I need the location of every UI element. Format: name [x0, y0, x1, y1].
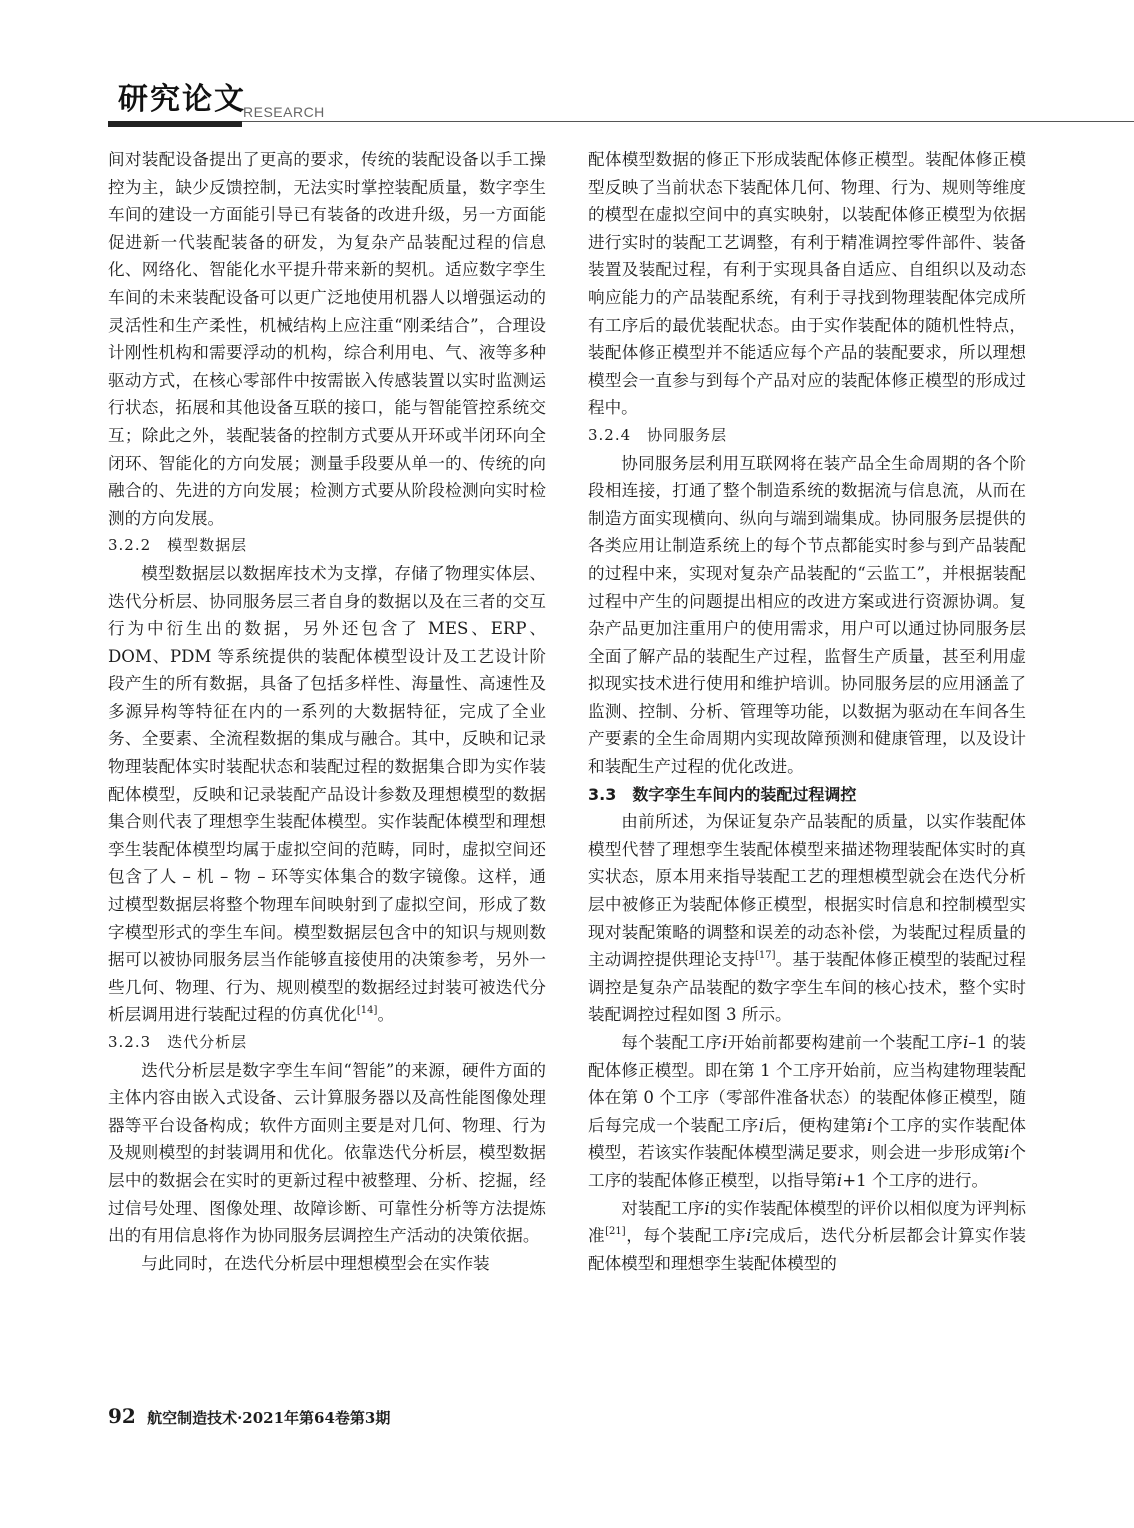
- subsection-heading: 3.2.2 模型数据层: [108, 536, 248, 555]
- citation: [17]: [755, 950, 776, 962]
- paragraph: 配体模型数据的修正下形成装配体修正模型。装配体修正模型反映了当前状态下装配体几何、物理、行为、规则等维度的模型在虚拟空间中的真实映射，以装配体修正模型为依据进行实时的装配工艺调整，有利于精准调控零件部件、装备装置及装配过程，有利于实现具备自适应、自组织以及动态响应能力的产品装配系统，有利于寻找到物理装配体完成所有工序后的最优装配状态。由于实作装配体的随机性特点，装配体修正模型并不能适应每个产品的装配要求，所以理想模型会一直参与到每个产品对应的装配体修正模型的形成过程中。: [588, 150, 1026, 418]
- subsection-heading: 3.2.4 协同服务层: [588, 425, 728, 444]
- paragraph-text: 个工序的装配体修正模型，以指导第: [588, 1143, 1027, 1190]
- math-variable: i: [704, 1198, 710, 1218]
- page-footer: [108, 1404, 390, 1430]
- journal-info: 航空制造技术·2021年第64卷第3期: [147, 1409, 391, 1427]
- math-variable: i: [962, 1033, 969, 1052]
- subsection-heading: 3.2.3 迭代分析层: [108, 1033, 248, 1051]
- paragraph: [108, 560, 546, 1029]
- header-rule-thick: [108, 121, 242, 127]
- section-heading: 3.3 数字孪生车间内的装配过程调控: [588, 784, 857, 804]
- citation: [21]: [605, 1226, 626, 1238]
- section-subtitle: RESEARCH: [243, 104, 325, 120]
- paragraph-text: 对装配工序: [621, 1198, 705, 1218]
- paragraph-text: 完成后，迭代分析层都会计算实作装配体模型和理想孪生装配体模型的: [588, 1226, 1027, 1273]
- paragraph-text: 的实作装配体模型的评价以相似度为评判标准: [588, 1198, 1027, 1246]
- paragraph-text: 个工序的实作装配体模型，若该实作装配体模型满足要求，则会进一步形成第: [588, 1115, 1027, 1163]
- paragraph-text: ，每个装配工序: [625, 1226, 747, 1246]
- paragraph: 协同服务层利用互联网将在装产品全生命周期的各个阶段相连接，打通了整个制造系统的数据流与信息流，从而在制造方面实现横向、纵向与端到端集成。协同服务层提供的各类应用让制造系统上的每个节点都能实时参与到产品装配的过程中来，实现对复杂产品装配的“云监工”，并根据装配过程中产生的问题提出相应的改进方案或进行资源协调。复杂产品更加注重用户的使用需求，用户可以通过协同服务层全面了解产品的装配生产过程，监督生产质量，甚至利用虚拟现实技术进行使用和维护培训。协同服务层的应用涵盖了监测、控制、分析、管理等功能，以数据为驱动在车间各生产要素的全生命周期内实现故障预测和健康管理，以及设计和装配生产过程的优化改进。: [588, 453, 1026, 777]
- paragraph: 迭代分析层是数字孪生车间“智能”的来源，硬件方面的主体内容由嵌入式设备、云计算服务器以及高性能图像处理器等平台设备构成；软件方面则主要是对几何、物理、行为及规则模型的封装调用和优化。依靠迭代分析层，模型数据层中的数据会在实时的更新过程中被整理、分析、挖掘，经过信号处理、图像处理、故障诊断、可靠性分析等方法提炼出的有用信息将作为协同服务层调控生产活动的决策依据。: [108, 1060, 546, 1246]
- punctuation: 。: [377, 1005, 395, 1025]
- math-variable: i: [722, 1033, 728, 1052]
- math-variable: i: [746, 1226, 752, 1246]
- paragraph-text: –1 的装配体修正模型。即在第 1 个工序开始前，应当构建物理装配体在第 0 个工序（零部件准备状态）的装配体修正模型，随后每完成一个装配工序: [588, 1033, 1026, 1135]
- paragraph: 与此同时，在迭代分析层中理想模型会在实作装: [141, 1253, 490, 1273]
- paragraph: [588, 808, 1026, 1029]
- math-variable: i: [867, 1115, 873, 1135]
- paragraph-text: 开始前都要构建前一个装配工序: [727, 1033, 963, 1052]
- section-title: 研究论文: [118, 82, 246, 117]
- page-number: 92: [108, 1404, 136, 1428]
- paragraph-text: 由前所述，为保证复杂产品装配的质量，以实作装配体模型代替了理想孪生装配体模型来描述物理装配体实时的真实状态，原本用来指导装配工艺的理想模型就会在迭代分析层中被修正为装配体修正模型，根据实时信息和控制模型实现对装配策略的调整和误差的动态补偿，为装配过程质量的主动调控提供理论支持: [588, 812, 1026, 970]
- math-variable: i: [758, 1115, 765, 1135]
- paragraph-text: 后，便构建第: [764, 1115, 868, 1135]
- paragraph: [588, 1195, 1026, 1278]
- math-variable: i: [836, 1170, 843, 1190]
- math-variable: i: [1004, 1143, 1010, 1163]
- right-column: [588, 146, 1026, 1277]
- paragraph-text: +1 个工序的进行。: [842, 1170, 989, 1190]
- paragraph: 间对装配设备提出了更高的要求，传统的装配设备以手工操控为主，缺少反馈控制，无法实时掌控装配质量，数字孪生车间的建设一方面能引导已有装备的改进升级，另一方面能促进新一代装配装备的研发，为复杂产品装配过程的信息化、网络化、智能化水平提升带来新的契机。适应数字孪生车间的未来装配设备可以更广泛地使用机器人以增强运动的灵活性和生产柔性，机械结构上应注重“刚柔结合”，合理设计刚性机构和需要浮动的机构，综合利用电、气、液等多种驱动方式，在核心零部件中按需嵌入传感装置以实时监测运行状态，拓展和其他设备互联的接口，能与智能管控系统交互；除此之外，装配装备的控制方式要从开环或半闭环向全闭环、智能化的方向发展；测量手段要从单一的、传统的向融合的、先进的方向发展；检测方式要从阶段检测向实时检测的方向发展。: [108, 150, 546, 528]
- paragraph-text: 模型数据层以数据库技术为支撑，存储了物理实体层、迭代分析层、协同服务层三者自身的数据以及在三者的交互行为中衍生出的数据，另外还包含了 MES、ERP、DOM、PDM 等系统提供的装配体模型设计及工艺设计阶段产生的所有数据，具备了包括多样性、海量性、高速性及多源异构等特征在内的一系列的大数据特征，完成了全业务、全要素、全流程数据的集成与融合。其中，反映和记录物理装配体实时装配状态和装配过程的数据集合即为实作装配体模型，反映和记录装配产品设计参数及理想模型的数据集合则代表了理想孪生装配体模型。实作装配体模型和理想孪生装配体模型均属于虚拟空间的范畴，同时，虚拟空间还包含了人 – 机 – 物 – 环等实体集合的数字镜像。这样，通过模型数据层将整个物理车间映射到了虚拟空间，形成了数字模型形式的孪生车间。模型数据层包含中的知识与规则数据可以被协同服务层当作能够直接使用的决策参考，另外一些几何、物理、行为、规则模型的数据经过封装可被迭代分析层调用进行装配过程的仿真优化: [108, 563, 546, 1025]
- paragraph: [588, 1029, 1026, 1195]
- paragraph-text: 每个装配工序: [621, 1033, 723, 1052]
- header-rule-thin: [242, 121, 1134, 122]
- left-column: [108, 146, 546, 1277]
- citation: [14]: [356, 1005, 378, 1017]
- paragraph-text: 。基于装配体修正模型的装配过程调控是复杂产品装配的数字孪生车间的核心技术，整个实时装配调控过程如图 3 所示。: [588, 950, 1027, 1025]
